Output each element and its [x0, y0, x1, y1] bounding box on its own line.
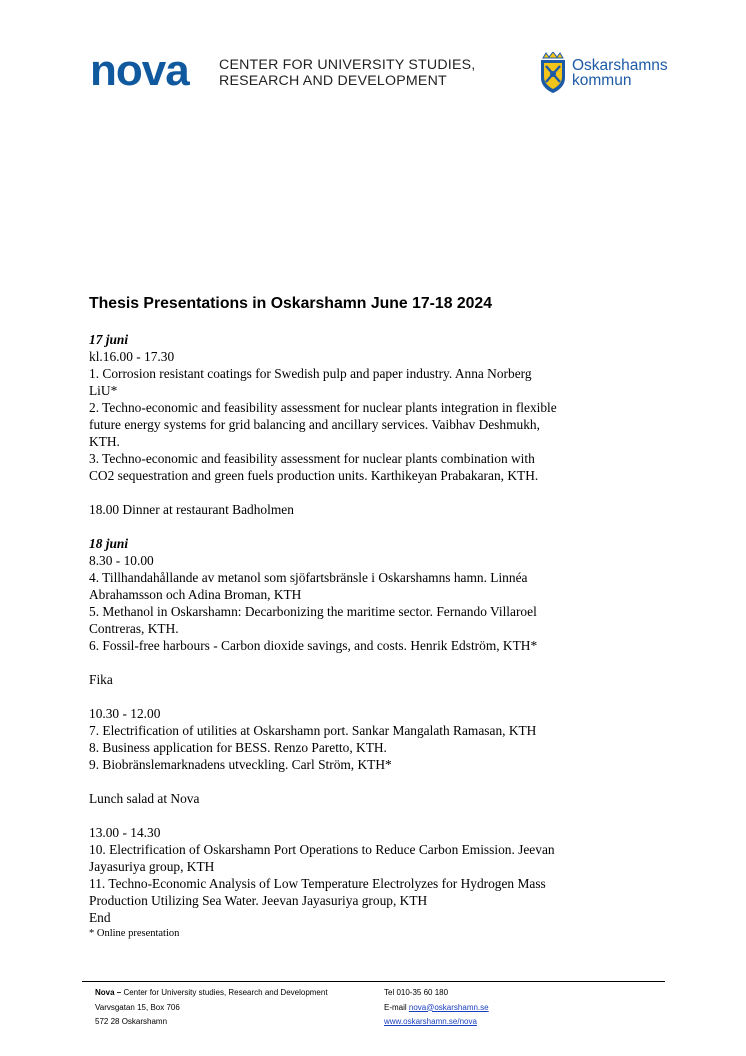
footer-street: Varvsgatan 15, Box 706: [95, 1002, 180, 1012]
kommun-name-line2: kommun: [572, 72, 632, 89]
presentation-2-cont: KTH.: [89, 434, 120, 449]
presentation-11-cont: Production Utilizing Sea Water. Jeevan Jayasuriya group, KTH: [89, 893, 428, 908]
day-heading-18: 18 juni: [89, 536, 129, 551]
kommun-name: [572, 58, 668, 88]
fika-item: Fika: [89, 672, 113, 687]
end-item: End: [89, 910, 111, 925]
presentation-2: 2. Techno-economic and feasibility assessment for nuclear plants integration in flexible: [89, 400, 557, 415]
footer-web-link[interactable]: www.oskarshamn.se/nova: [384, 1017, 477, 1026]
presentation-10: 10. Electrification of Oskarshamn Port Operations to Reduce Carbon Emission. Jeevan: [89, 842, 555, 857]
kommun-crest-icon: [538, 52, 568, 94]
footer-postal: 572 28 Oskarshamn: [95, 1017, 168, 1026]
footer-org-desc: Center for University studies, Research and Development: [121, 988, 328, 997]
presentation-8: 8. Business application for BESS. Renzo Paretto, KTH.: [89, 740, 387, 755]
footer-contact: [384, 986, 489, 1030]
presentation-4: 4. Tillhandahållande av metanol som sjöfartsbränsle i Oskarshamns hamn. Linnéa: [89, 570, 528, 585]
presentation-1: 1. Corrosion resistant coatings for Swedish pulp and paper industry. Anna Norberg: [89, 366, 532, 381]
online-note: * Online presentation: [89, 928, 180, 939]
presentation-11: 11. Techno-Economic Analysis of Low Temperature Electrolyzes for Hydrogen Mass: [89, 876, 546, 891]
presentation-1-cont: LiU*: [89, 383, 118, 398]
presentation-9: 9. Biobränslemarknadens utveckling. Carl Ström, KTH*: [89, 757, 392, 772]
footer-tel: Tel 010-35 60 180: [384, 988, 449, 997]
oskarshamns-kommun-logo: [538, 52, 688, 94]
presentation-3: 3. Techno-economic and feasibility assessment for nuclear plants combination with: [89, 451, 535, 466]
footer-email-row: [384, 1001, 489, 1016]
presentation-10-cont: Jayasuriya group, KTH: [89, 859, 215, 874]
lunch-item: Lunch salad at Nova: [89, 791, 200, 806]
footer-divider: [82, 981, 665, 982]
time-slot: 13.00 - 14.30: [89, 825, 161, 840]
presentation-5: 5. Methanol in Oskarshamn: Decarbonizing the maritime sector. Fernando Villaroel: [89, 604, 537, 619]
time-slot: kl.16.00 - 17.30: [89, 349, 175, 364]
day-heading-17: 17 juni: [89, 332, 129, 347]
time-slot: 10.30 - 12.00: [89, 706, 161, 721]
letterhead: [0, 0, 746, 110]
footer-org: [95, 986, 328, 1001]
schedule: [89, 331, 649, 941]
kommun-name-line1: Oskarshamns: [572, 57, 668, 74]
footer-email-link[interactable]: nova@oskarshamn.se: [408, 1002, 489, 1012]
nova-tagline-line2: RESEARCH AND DEVELOPMENT: [219, 73, 447, 89]
footer-web-row: [384, 1015, 489, 1030]
page-title: Thesis Presentations in Oskarshamn June 17-18 2024: [89, 295, 493, 312]
dinner-item: 18.00 Dinner at restaurant Badholmen: [89, 502, 294, 517]
footer-email-label: E-mail: [384, 1002, 409, 1012]
footer-org-name: Nova –: [95, 988, 122, 997]
nova-tagline-line1: CENTER FOR UNIVERSITY STUDIES,: [219, 57, 476, 73]
nova-logo: nova: [90, 46, 189, 95]
time-slot: 8.30 - 10.00: [89, 553, 154, 568]
presentation-6: 6. Fossil-free harbours - Carbon dioxide savings, and costs. Henrik Edström, KTH*: [89, 638, 538, 653]
nova-tagline: [219, 57, 475, 89]
presentation-4-cont: Abrahamsson och Adina Broman, KTH: [89, 587, 302, 602]
presentation-7: 7. Electrification of utilities at Oskarshamn port. Sankar Mangalath Ramasan, KTH: [89, 723, 537, 738]
presentation-3-cont: CO2 sequestration and green fuels production units. Karthikeyan Prabakaran, KTH.: [89, 468, 539, 483]
footer-address: [95, 986, 328, 1030]
presentation-5-cont: Contreras, KTH.: [89, 621, 179, 636]
presentation-2-cont: future energy systems for grid balancing and ancillary services. Vaibhav Deshmukh,: [89, 417, 540, 432]
